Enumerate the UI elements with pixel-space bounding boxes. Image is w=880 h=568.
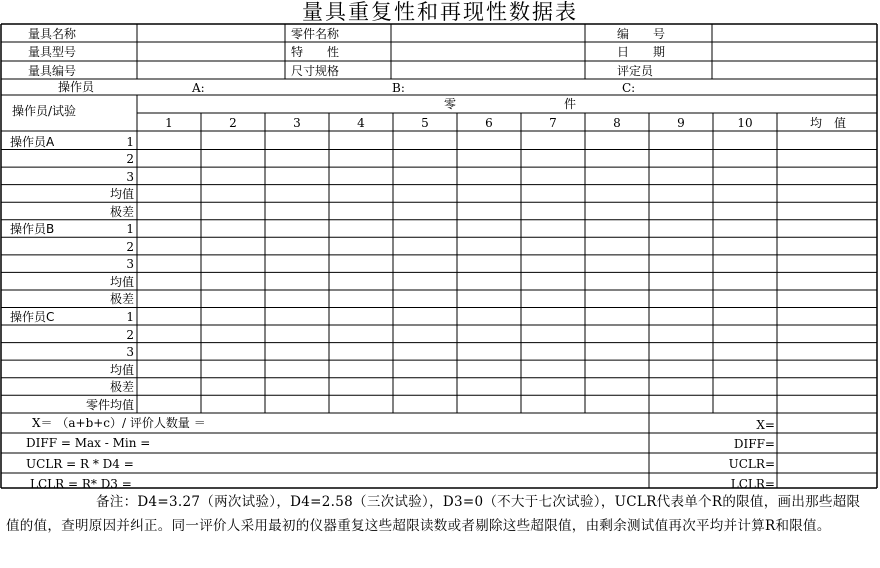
part-column-header: 7 bbox=[549, 116, 557, 130]
x-result-label: X= bbox=[756, 418, 775, 432]
part-column-header: 5 bbox=[421, 116, 429, 130]
diff-result-label: DIFF= bbox=[733, 437, 775, 451]
trial-number: 3 bbox=[126, 169, 134, 184]
mean-row-label: 均值 bbox=[109, 187, 134, 202]
trial-number: 2 bbox=[126, 327, 134, 342]
part-column-header: 8 bbox=[613, 116, 621, 130]
part-column-header: 10 bbox=[737, 116, 753, 130]
part-column-header: 6 bbox=[485, 116, 493, 130]
trial-number: 2 bbox=[126, 239, 134, 254]
x-formula: X＝ （a+b+c）/ 评价人数量 ＝ bbox=[32, 416, 206, 430]
parts-label: 零 件 bbox=[443, 97, 576, 111]
part-name-label: 零件名称 bbox=[291, 27, 340, 41]
operator-c-label: C: bbox=[622, 81, 636, 95]
uclr-result-label: UCLR= bbox=[728, 457, 775, 471]
operator-group-label: 操作员C bbox=[10, 310, 55, 324]
notes-text: 备注：D4=3.27（两次试验），D4=2.58（三次试验），D3=0（不大于七次试验），UCLR代表单个R的限值，画出那些超限值的值，查明原因并纠正。同一评价人采用最初的仪器重复这些超限读数或者剔除这些超限值，由剩余测试值再次平均并计算R和限值。 bbox=[6, 494, 861, 534]
range-row-label: 极差 bbox=[109, 204, 134, 219]
mean-row-label: 均值 bbox=[109, 362, 134, 377]
gauge-id-label: 量具编号 bbox=[28, 64, 77, 78]
trial-number: 1 bbox=[126, 310, 134, 324]
range-row-label: 极差 bbox=[109, 380, 134, 395]
dimension-spec-label: 尺寸规格 bbox=[291, 64, 340, 78]
part-column-header: 3 bbox=[293, 116, 301, 130]
number-label: 编 号 bbox=[617, 27, 666, 41]
lclr-result-label: LCLR= bbox=[730, 477, 775, 491]
uclr-formula: UCLR = R * D4 = bbox=[26, 457, 134, 471]
mean-row-label: 均值 bbox=[109, 274, 134, 289]
trial-number: 1 bbox=[126, 134, 134, 149]
mean-column-header: 均 值 bbox=[809, 116, 846, 130]
appraiser-label: 评定员 bbox=[617, 64, 654, 78]
characteristic-label: 特 性 bbox=[291, 45, 340, 59]
gauge-model-label: 量具型号 bbox=[28, 45, 77, 59]
operator-a-label: A: bbox=[192, 81, 205, 95]
gauge-name-label: 量具名称 bbox=[28, 27, 77, 41]
part-column-header: 9 bbox=[677, 116, 685, 130]
trial-number: 1 bbox=[126, 222, 134, 237]
row-header-label: 操作员/试验 bbox=[12, 104, 77, 118]
range-row-label: 极差 bbox=[109, 292, 134, 307]
trial-number: 3 bbox=[126, 345, 134, 360]
operator-group-label: 操作员B bbox=[10, 222, 55, 237]
lclr-formula: LCLR = R* D3 = bbox=[30, 477, 132, 491]
part-mean-row-label: 零件均值 bbox=[85, 397, 134, 412]
trial-number: 2 bbox=[126, 152, 134, 167]
operator-label: 操作员 bbox=[58, 80, 95, 94]
page-title: 量具重复性和再现性数据表 bbox=[302, 0, 578, 24]
operator-group-label: 操作员A bbox=[10, 134, 55, 149]
diff-formula: DIFF = Max - Min = bbox=[26, 436, 151, 450]
date-label: 日 期 bbox=[617, 45, 666, 59]
part-column-header: 1 bbox=[165, 116, 173, 130]
trial-number: 3 bbox=[126, 257, 134, 272]
part-column-header: 4 bbox=[357, 116, 365, 130]
part-column-header: 2 bbox=[229, 116, 237, 130]
operator-b-label: B: bbox=[392, 81, 405, 95]
